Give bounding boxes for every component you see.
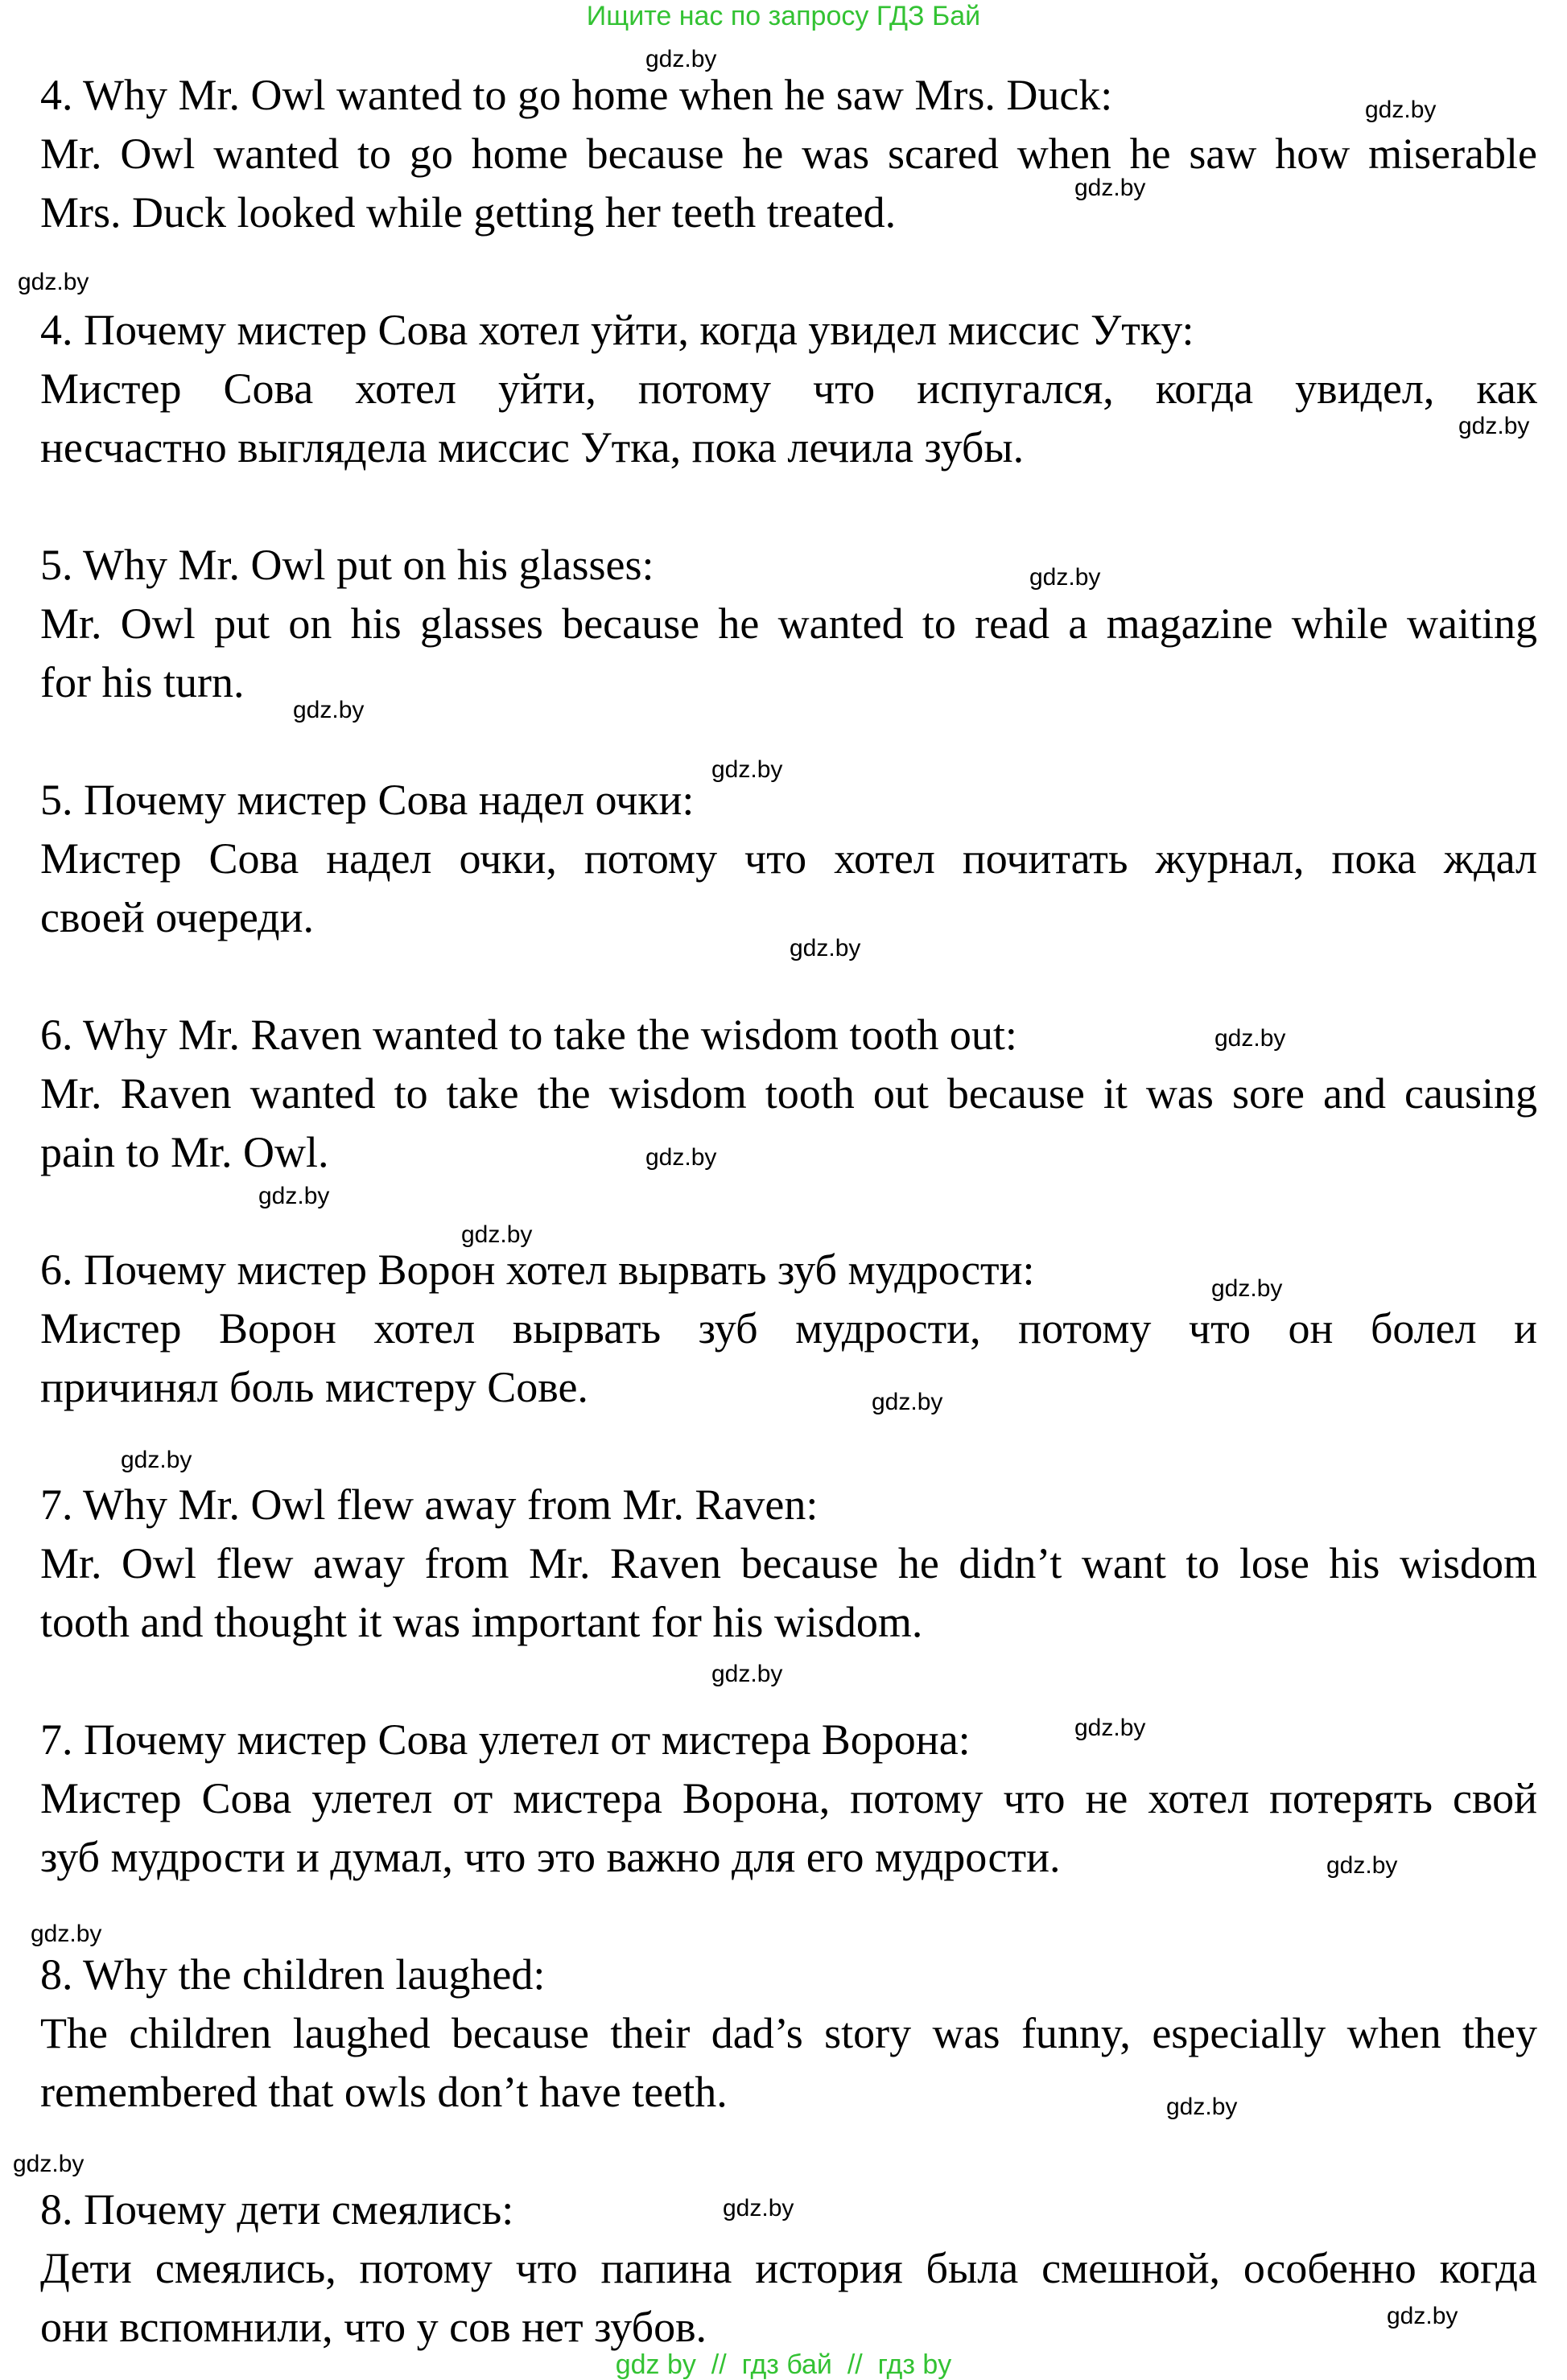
answer-8-ru-line-2: они вспомнили, что у сов нет зубов.: [40, 2303, 707, 2351]
watermark: gdz.by: [293, 697, 365, 723]
answer-8-en-line-1: The children laughed because their dad’s story was funny, especially when they: [40, 2009, 1537, 2057]
question-7-ru: 7. Почему мистер Сова улетел от мистера Ворона:: [40, 1715, 971, 1764]
answer-4-en-line-1: Mr. Owl wanted to go home because he was scared when he saw how miserable: [40, 130, 1537, 178]
watermark: gdz.by: [711, 1661, 783, 1687]
answer-7-ru-line-2: зуб мудрости и думал, что это важно для его мудрости.: [40, 1833, 1061, 1881]
watermark: gdz.by: [13, 2151, 85, 2177]
watermark: gdz.by: [1387, 2303, 1458, 2329]
watermark: gdz.by: [872, 1389, 943, 1415]
watermark: gdz.by: [711, 756, 783, 783]
answer-5-en-line-1: Mr. Owl put on his glasses because he wanted to read a magazine while waiting: [40, 599, 1537, 648]
question-6-ru: 6. Почему мистер Ворон хотел вырвать зуб мудрости:: [40, 1246, 1035, 1294]
top-banner: Ищите нас по запросу ГДЗ Бай: [586, 1, 981, 31]
watermark: gdz.by: [1074, 1715, 1146, 1741]
answer-6-ru-line-2: причинял боль мистеру Сове.: [40, 1363, 588, 1411]
answer-4-ru-line-2: несчастно выглядела миссис Утка, пока лечила зубы.: [40, 423, 1025, 471]
answer-5-en-line-2: for his turn.: [40, 658, 245, 706]
watermark: gdz.by: [1166, 2094, 1238, 2120]
answer-6-en-line-2: pain to Mr. Owl.: [40, 1128, 329, 1176]
question-4-ru: 4. Почему мистер Сова хотел уйти, когда увидел миссис Утку:: [40, 306, 1194, 354]
answer-7-ru-line-1: Мистер Сова улетел от мистера Ворона, потому что не хотел потерять свой: [40, 1774, 1537, 1822]
answer-5-ru-line-2: своей очереди.: [40, 893, 314, 941]
watermark: gdz.by: [1458, 413, 1530, 439]
question-5-ru: 5. Почему мистер Сова надел очки:: [40, 776, 695, 824]
answer-6-ru-line-1: Мистер Ворон хотел вырвать зуб мудрости, потому что он болел и: [40, 1304, 1537, 1353]
watermark: gdz.by: [1074, 175, 1146, 201]
answer-7-en-line-1: Mr. Owl flew away from Mr. Raven because he didn’t want to lose his wisdom: [40, 1539, 1537, 1587]
watermark: gdz.by: [121, 1447, 192, 1473]
watermark: gdz.by: [1214, 1025, 1286, 1052]
answer-6-en-line-1: Mr. Raven wanted to take the wisdom tooth out because it was sore and causing: [40, 1069, 1537, 1118]
watermark: gdz.by: [1326, 1852, 1398, 1879]
question-4-en: 4. Why Mr. Owl wanted to go home when he saw Mrs. Duck:: [40, 71, 1113, 119]
watermark: gdz.by: [790, 935, 861, 961]
watermark: gdz.by: [31, 1921, 102, 1947]
answer-7-en-line-2: tooth and thought it was important for his wisdom.: [40, 1598, 923, 1646]
watermark: gdz.by: [645, 1144, 717, 1171]
answer-5-ru-line-1: Мистер Сова надел очки, потому что хотел почитать журнал, пока ждал: [40, 834, 1537, 883]
question-7-en: 7. Why Mr. Owl flew away from Mr. Raven:: [40, 1480, 819, 1529]
watermark: gdz.by: [258, 1183, 330, 1209]
watermark: gdz.by: [1365, 97, 1437, 123]
watermark: gdz.by: [723, 2195, 794, 2221]
bottom-banner: gdz by // гдз бай // гдз by: [615, 2349, 952, 2380]
answer-4-en-line-2: Mrs. Duck looked while getting her teeth treated.: [40, 188, 897, 237]
question-8-ru: 8. Почему дети смеялись:: [40, 2185, 514, 2234]
question-6-en: 6. Why Mr. Raven wanted to take the wisdom tooth out:: [40, 1011, 1017, 1059]
answer-4-ru-line-1: Мистер Сова хотел уйти, потому что испугался, когда увидел, как: [40, 364, 1537, 413]
watermark: gdz.by: [1029, 564, 1101, 591]
watermark: gdz.by: [18, 269, 89, 295]
question-5-en: 5. Why Mr. Owl put on his glasses:: [40, 541, 654, 589]
watermark: gdz.by: [461, 1221, 533, 1248]
watermark: gdz.by: [645, 46, 717, 72]
answer-8-en-line-2: remembered that owls don’t have teeth.: [40, 2068, 728, 2116]
question-8-en: 8. Why the children laughed:: [40, 1950, 546, 1999]
answer-8-ru-line-1: Дети смеялись, потому что папина история была смешной, особенно когда: [40, 2244, 1537, 2292]
watermark: gdz.by: [1211, 1275, 1283, 1302]
